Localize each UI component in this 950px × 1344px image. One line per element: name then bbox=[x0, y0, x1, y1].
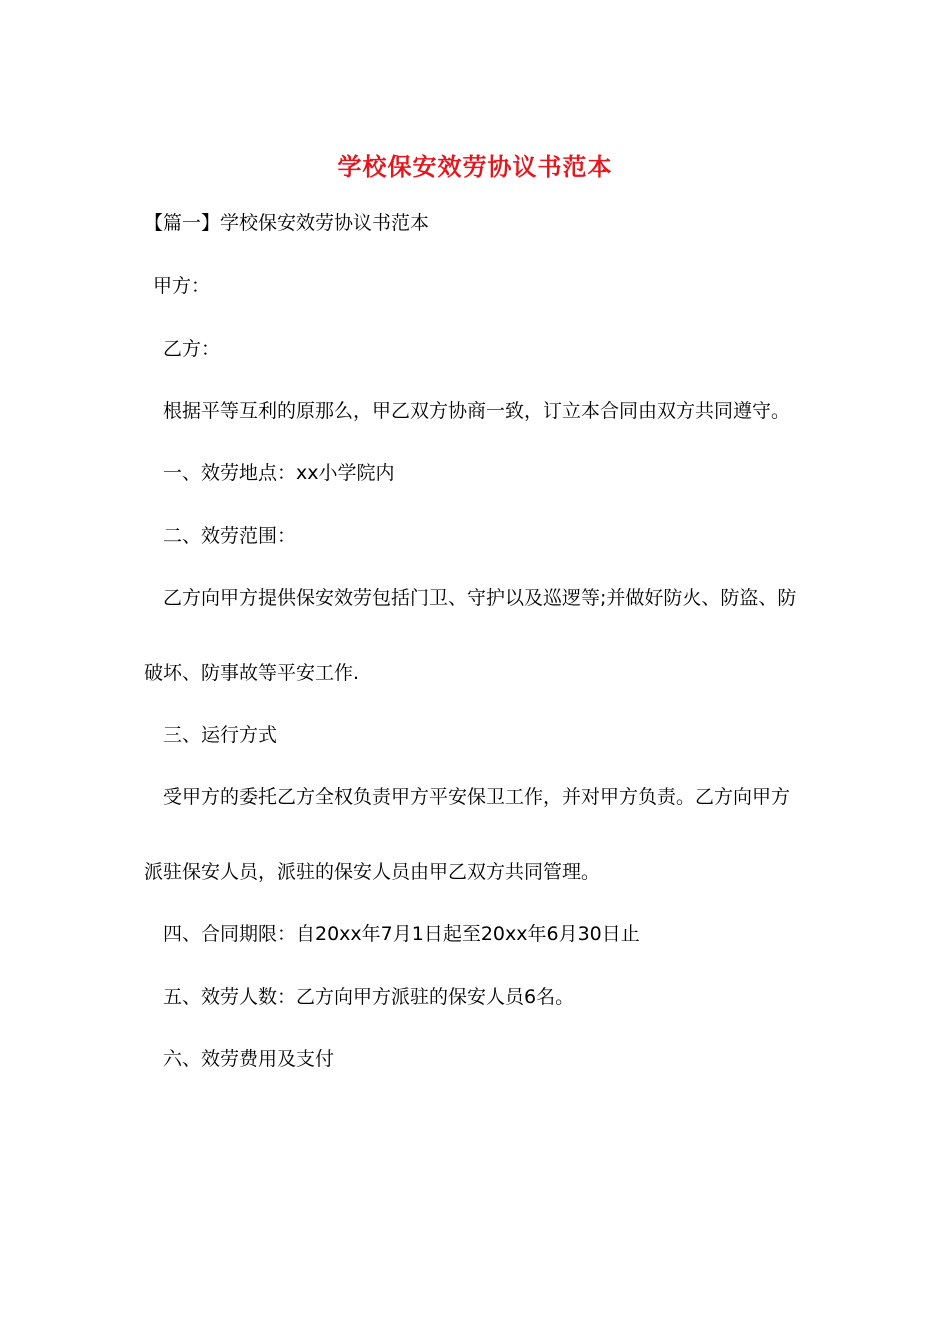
staff-count: 五、效劳人数：乙方向甲方派驻的保安人员6名。 bbox=[163, 986, 575, 1008]
contract-term: 四、合同期限：自20xx年7月1日起至20xx年6月30日止 bbox=[163, 923, 640, 945]
service-fee-heading: 六、效劳费用及支付 bbox=[163, 1048, 335, 1070]
service-scope-heading: 二、效劳范围： bbox=[163, 525, 297, 547]
operation-mode-line-1: 受甲方的委托乙方全权负责甲方平安保卫工作，并对甲方负责。乙方向甲方 bbox=[163, 786, 791, 808]
operation-mode-heading: 三、运行方式 bbox=[163, 724, 278, 746]
service-location: 一、效劳地点：xx小学院内 bbox=[163, 462, 395, 484]
section-heading: 【篇一】学校保安效劳协议书范本 bbox=[144, 212, 430, 234]
party-a-label: 甲方： bbox=[153, 275, 211, 297]
service-scope-line-1: 乙方向甲方提供保安效劳包括门卫、守护以及巡逻等;并做好防火、防盗、防 bbox=[163, 587, 797, 609]
document-title: 学校保安效劳协议书范本 bbox=[337, 152, 613, 181]
service-scope-line-2: 破坏、防事故等平安工作. bbox=[144, 662, 360, 684]
intro-paragraph: 根据平等互利的原那么，甲乙双方协商一致，订立本合同由双方共同遵守。 bbox=[163, 400, 791, 422]
party-b-label: 乙方： bbox=[163, 338, 221, 360]
operation-mode-line-2: 派驻保安人员，派驻的保安人员由甲乙双方共同管理。 bbox=[144, 861, 601, 883]
